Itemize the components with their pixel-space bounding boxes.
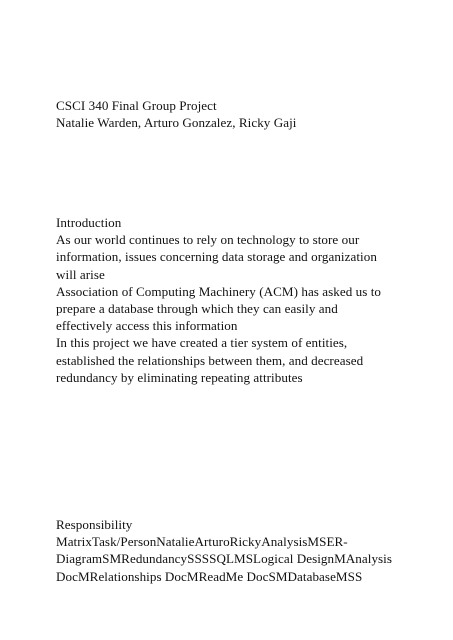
introduction-section — [56, 214, 386, 386]
intro-line: As our world continues to rely on technology to store our — [56, 232, 360, 248]
responsibility-heading: Responsibility — [56, 517, 133, 532]
intro-line: will arise — [56, 266, 105, 282]
responsibility-line: DiagramSMRedundancySSSSQLMSLogical DesignMAnalysis — [56, 551, 393, 567]
intro-line: established the relationships between them, and decreased — [56, 352, 364, 368]
intro-line: information, issues concerning data storage and organization — [56, 249, 377, 265]
responsibility-line: MatrixTask/PersonNatalieArturoRickyAnalysisMSER- — [56, 534, 348, 550]
authors-line: Natalie Warden, Arturo Gonzalez, Ricky Gaji — [56, 115, 297, 131]
intro-line: effectively access this information — [56, 318, 238, 334]
responsibility-line: DocMRelationships DocMReadMe DocSMDatabaseMSS — [56, 568, 363, 584]
intro-line: In this project we have created a tier system of entities, — [56, 335, 348, 351]
intro-line: Association of Computing Machinery (ACM) has asked us to — [56, 283, 382, 299]
intro-line: redundancy by eliminating repeating attributes — [56, 369, 303, 385]
responsibility-section — [56, 516, 393, 585]
intro-line: prepare a database through which they can easily and — [56, 301, 338, 317]
document-header — [56, 97, 386, 131]
introduction-heading: Introduction — [56, 215, 122, 230]
course-title: CSCI 340 Final Group Project — [56, 98, 217, 113]
